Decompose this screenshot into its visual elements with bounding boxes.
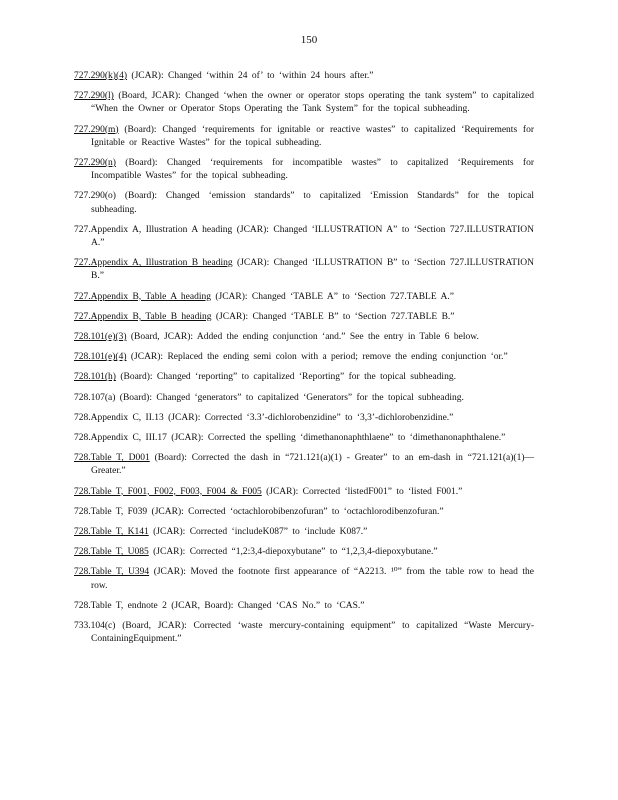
entry-description: (Board, JCAR): Added the ending conjunction ‘and.” See the entry in Table 6 below. [126,332,479,343]
section-reference: 727.Appendix A, Illustration A heading [74,224,233,235]
entry-description: (JCAR): Corrected ‘octachlorobibenzofuran” to ‘octachlorodibenzofuran.” [147,506,444,517]
entry-description: (JCAR): Corrected ‘includeK087” to ‘include K087.” [148,527,368,538]
amendment-entry [74,331,534,344]
section-reference: 728.101(e)(3) [74,332,127,343]
amendment-entry [74,371,534,384]
amendment-entry [74,392,534,405]
amendment-entry [74,452,534,478]
entry-description: (JCAR, Board): Changed ‘CAS No.” to ‘CAS.” [166,600,365,611]
section-reference: 728.Table T, D001 [74,453,150,464]
section-reference: 727.290(k)(4) [74,71,128,81]
page-number: 150 [300,34,318,46]
entry-description: (Board, JCAR): Changed ‘when the owner or operator stops operating the tank system” to capitalized “When the Owner or Operator Stops Operating the Tank System” for the topical subheading. [91,91,534,115]
entry-description: (JCAR): Changed ‘TABLE B” to ‘Section 727.TABLE B.” [211,311,455,322]
section-reference: 727.Appendix B, Table A heading [74,291,211,302]
section-reference: 727.290(n) [74,158,116,169]
section-reference: 727.290(o) [74,191,116,202]
entry-description: (JCAR): Moved the footnote first appearance of “A2213. ¹⁰” from the table row to head the row. [91,567,534,591]
amendment-entry [74,432,534,445]
entry-description: (JCAR): Corrected ‘3.3’-dichlorobenzidine” to ‘3,3’-dichlorobenzidine.” [163,412,454,423]
section-reference: 727.290(m) [74,124,119,135]
section-reference: 728.101(h) [74,372,116,383]
entry-description: (JCAR): Corrected ‘listedF001” to ‘listed F001.” [261,486,463,497]
amendment-entry [74,486,534,499]
entry-description: (Board): Changed ‘generators” to capitalized ‘Generators” for the topical subheading. [115,392,464,403]
amendment-entry [74,90,534,116]
section-reference: 728.107(a) [74,392,116,403]
section-reference: 728.Appendix C, III.17 [74,433,167,444]
amendment-entry [74,526,534,539]
section-reference: 728.Table T, endnote 2 [74,600,167,611]
amendment-entry [74,620,534,646]
amendment-entry [74,311,534,324]
amendment-entry [74,190,534,216]
amendment-entry [74,70,534,83]
amendment-entry [74,600,534,613]
amendment-entry [74,412,534,425]
entry-description: (Board, JCAR): Corrected ‘waste mercury-containing equipment” to capitalized “Waste Mercury-ContainingEquipment.” [91,621,534,645]
section-reference: 728.101(e)(4) [74,352,127,363]
amendment-entry [74,291,534,304]
section-reference: 728.Appendix C, II.13 [74,412,164,423]
section-reference: 728.Table T, U085 [74,547,149,558]
entry-description: (Board): Changed ‘requirements for ignitable or reactive wastes” to capitalized ‘Requirements for Ignitable or Reactive Wastes” for the topical subheading. [91,124,534,148]
section-reference: 727.Appendix A, Illustration B heading [74,258,233,269]
amendment-entry [74,257,534,283]
amendment-entry [74,546,534,559]
amendment-entry [74,124,534,150]
amendment-entry [74,351,534,364]
entry-description: (JCAR): Changed ‘within 24 of’ to ‘within 24 hours after.” [127,71,374,81]
amendment-entry [74,224,534,250]
entries-list [74,70,534,654]
entry-description: (Board): Changed ‘reporting” to capitalized ‘Reporting” for the topical subheading. [115,372,456,383]
section-reference: 727.290(l) [74,91,114,102]
entry-description: (Board): Corrected the dash in “721.121(a)(1) - Greater” to an em-dash in “721.121(a)(1)—Greater.” [91,453,534,477]
entry-description: (JCAR): Changed ‘ILLUSTRATION A” to ‘Section 727.ILLUSTRATION A.” [91,224,534,249]
section-reference: 728.Table T, K141 [74,527,149,538]
entry-description: (JCAR): Changed ‘TABLE A” to ‘Section 727.TABLE A.” [210,291,454,302]
entry-description: (JCAR): Changed ‘ILLUSTRATION B” to ‘Section 727.ILLUSTRATION B.” [91,258,534,282]
section-reference: 728.Table T, F039 [74,506,148,517]
amendment-entry [74,157,534,183]
entry-description: (JCAR): Corrected the spelling ‘dimethanonaphthlaene” to ‘dimethanonaphthalene.” [166,433,506,444]
entry-description: (Board): Changed ‘requirements for incompatible wastes” to capitalized ‘Requirements for Incompatible Wastes” for the topical subheading. [91,158,534,182]
section-reference: 727.Appendix B, Table B heading [74,311,212,322]
entry-description: (JCAR): Replaced the ending semi colon with a period; remove the ending conjunction ‘or.” [126,352,508,363]
entry-description: (Board): Changed ‘emission standards” to capitalized ‘Emission Standards” for the topical subheading. [91,191,534,215]
section-reference: 728.Table T, F001, F002, F003, F004 & F005 [74,486,262,497]
amendment-entry [74,566,534,592]
entry-description: (JCAR): Corrected “1,2:3,4-diepoxybutane” to “1,2,3,4-diepoxybutane.” [148,547,438,558]
section-reference: 733.104(c) [74,621,116,632]
amendment-entry [74,506,534,519]
section-reference: 728.Table T, U394 [74,567,150,578]
